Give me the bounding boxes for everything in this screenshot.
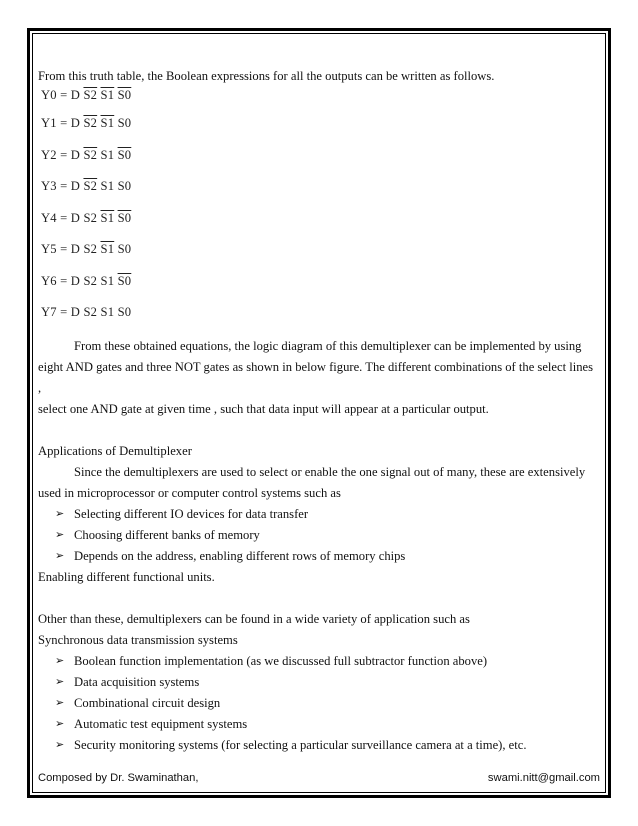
term: S0 (117, 305, 132, 319)
boolean-equation (38, 178, 598, 210)
complemented-term: S2 (83, 88, 98, 102)
spacer (38, 420, 598, 441)
boolean-equations (38, 87, 598, 336)
arrow-bullet-icon: ➢ (55, 507, 65, 520)
complemented-term: S2 (83, 147, 98, 162)
complemented-term: S1 (100, 242, 115, 256)
term: S2 (83, 242, 98, 256)
list-item: ➢ Depends on the address, enabling different rows of memory chips (38, 546, 598, 567)
other-line1: Other than these, demultiplexers can be found in a wide variety of application such as (38, 611, 470, 626)
equation-lhs: Y5 = D (41, 242, 81, 256)
complemented-term: S1 (100, 88, 115, 102)
applications-trailing: Enabling different functional units. (38, 569, 215, 584)
list-item: ➢ Combinational circuit design (38, 693, 598, 714)
arrow-bullet-icon: ➢ (55, 717, 65, 730)
boolean-equation (38, 87, 598, 115)
term: S1 (100, 305, 115, 319)
boolean-equation (38, 210, 598, 242)
complemented-term: S0 (117, 88, 132, 102)
footer-email: swami.nitt@gmail.com (487, 772, 600, 784)
intro-text: From this truth table, the Boolean expressions for all the outputs can be written as follows. (38, 69, 495, 83)
equation-lhs: Y3 = D (41, 179, 81, 193)
arrow-bullet-icon: ➢ (55, 549, 65, 562)
applications-bullets (38, 504, 598, 567)
term: S1 (100, 147, 115, 162)
boolean-equation (38, 273, 598, 305)
logic-para-line3: select one AND gate at given time , such that data input will appear at a particular output. (38, 401, 489, 416)
page-content (38, 66, 598, 756)
complemented-term: S2 (83, 179, 98, 193)
complemented-term: S2 (83, 116, 98, 130)
equation-lhs: Y7 = D (41, 305, 81, 319)
spacer (38, 588, 598, 609)
equation-lhs: Y0 = D (41, 88, 81, 102)
complemented-term: S1 (100, 210, 115, 225)
applications-para-line1: Since the demultiplexers are used to select or enable the one signal out of many, these are extensively (74, 464, 586, 479)
term: S1 (100, 179, 115, 193)
arrow-bullet-icon: ➢ (55, 654, 65, 667)
list-item: ➢ Boolean function implementation (as we discussed full subtractor function above) (38, 651, 598, 672)
boolean-equation (38, 241, 598, 273)
list-item: ➢ Automatic test equipment systems (38, 714, 598, 735)
logic-para-line2: eight AND gates and three NOT gates as shown in below figure. The different combinations of the select lines , (38, 359, 594, 395)
other-line2: Synchronous data transmission systems (38, 632, 238, 647)
list-item: ➢ Selecting different IO devices for data transfer (38, 504, 598, 525)
applications-para-line2: used in microprocessor or computer control systems such as (38, 485, 341, 500)
arrow-bullet-icon: ➢ (55, 738, 65, 751)
term: S2 (83, 305, 98, 319)
list-item: ➢ Security monitoring systems (for selecting a particular surveillance camera at a time), etc. (38, 735, 598, 756)
term: S2 (83, 210, 98, 225)
arrow-bullet-icon: ➢ (55, 675, 65, 688)
complemented-term: S1 (100, 116, 115, 130)
term: S2 (83, 273, 98, 288)
logic-para-line1: From these obtained equations, the logic diagram of this demultiplexer can be implemented by using (74, 338, 582, 353)
list-item: ➢ Choosing different banks of memory (38, 525, 598, 546)
term: S0 (117, 242, 132, 256)
boolean-equation (38, 304, 598, 336)
term: S0 (117, 179, 132, 193)
equation-lhs: Y2 = D (41, 147, 81, 162)
arrow-bullet-icon: ➢ (55, 528, 65, 541)
term: S0 (117, 116, 132, 130)
term: S1 (100, 273, 115, 288)
footer-author: Composed by Dr. Swaminathan, (38, 772, 199, 784)
arrow-bullet-icon: ➢ (55, 696, 65, 709)
equation-lhs: Y6 = D (41, 273, 81, 288)
boolean-equation (38, 115, 598, 147)
page-footer (38, 772, 600, 784)
equation-lhs: Y1 = D (41, 116, 81, 130)
list-item: ➢ Data acquisition systems (38, 672, 598, 693)
equation-lhs: Y4 = D (41, 210, 81, 225)
other-bullets (38, 651, 598, 756)
complemented-term: S0 (117, 147, 132, 162)
boolean-equation (38, 147, 598, 179)
applications-heading: Applications of Demultiplexer (38, 443, 192, 458)
complemented-term: S0 (117, 273, 132, 288)
complemented-term: S0 (117, 210, 132, 225)
